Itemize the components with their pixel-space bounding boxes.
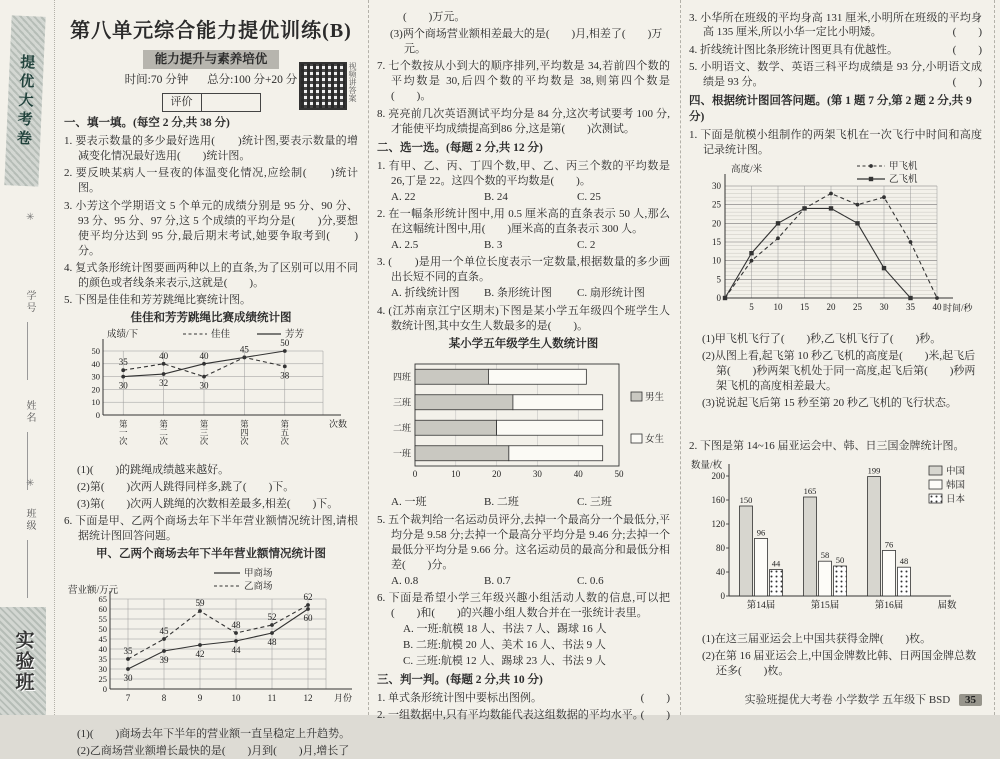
svg-text:20: 20 bbox=[712, 218, 721, 229]
svg-text:65: 65 bbox=[98, 593, 107, 604]
svg-text:二班: 二班 bbox=[392, 423, 411, 434]
jumprope-line-chart bbox=[65, 327, 357, 461]
choice-4: 4. (江苏南京江宁区期末)下图是某小学五年级四个班学生人数统计图,其中女生人数最多的是( )。 bbox=[377, 304, 670, 332]
judge-3 bbox=[689, 11, 982, 41]
qr-block bbox=[299, 62, 356, 110]
svg-text:40: 40 bbox=[573, 469, 583, 480]
option-a: A. 折线统计图 bbox=[391, 287, 460, 300]
svg-text:第四次: 第四次 bbox=[240, 419, 249, 446]
svg-text:25: 25 bbox=[712, 199, 721, 210]
svg-text:45: 45 bbox=[98, 633, 107, 644]
svg-text:60: 60 bbox=[303, 612, 313, 623]
svg-text:四班: 四班 bbox=[392, 372, 411, 383]
svg-text:三班: 三班 bbox=[392, 397, 411, 408]
svg-text:58: 58 bbox=[820, 550, 830, 561]
brand-banner-text: 实验班 bbox=[12, 629, 34, 693]
svg-text:45: 45 bbox=[239, 344, 249, 355]
svg-text:50: 50 bbox=[280, 338, 290, 348]
option-b: B. 0.7 bbox=[484, 574, 511, 587]
column-3 bbox=[680, 0, 992, 715]
evaluation-label: 评价 bbox=[163, 94, 202, 111]
svg-text:第一次: 第一次 bbox=[118, 419, 128, 446]
svg-text:50: 50 bbox=[98, 623, 107, 634]
svg-text:120: 120 bbox=[711, 519, 725, 530]
svg-text:35: 35 bbox=[118, 357, 128, 368]
svg-text:15: 15 bbox=[712, 236, 721, 247]
svg-text:芳芳: 芳芳 bbox=[285, 330, 305, 340]
question-5-2: (2)第( )次两人跳得同样多,跳了( )下。 bbox=[77, 480, 295, 493]
choice-6-option-c: C. 三班:航模 12 人、踢球 23 人、书法 9 人 bbox=[403, 654, 606, 667]
choice-5: 5. 五个裁判给一名运动员评分,去掉一个最高分一个最低分,平均分是 9.58 分;去掉一个最高分平均分是 9.46 分;去掉一个最低分平均分是 9.66 分。这名运动员的最高分和最低分相差( )分。 bbox=[377, 513, 670, 571]
svg-text:成绩/下: 成绩/下 bbox=[107, 330, 139, 340]
svg-text:届数: 届数 bbox=[937, 601, 957, 612]
reading-2-2: (2)在第 16 届亚运会上,中国金牌数比韩、日两国金牌总数还多( )枚。 bbox=[702, 650, 977, 678]
svg-text:48: 48 bbox=[899, 556, 909, 567]
svg-text:第五次: 第五次 bbox=[280, 419, 290, 446]
binding-sidebar bbox=[0, 0, 55, 715]
option-a: A. 2.5 bbox=[391, 239, 419, 252]
choice-4-options bbox=[377, 495, 670, 510]
question-7: 7. 七个数按从小到大的顺序排列,平均数是 34,若前四个数的平均数是 30,后四个数的平均数是 38,则第四个数是( )。 bbox=[377, 60, 670, 103]
svg-text:50: 50 bbox=[91, 346, 100, 356]
choice-6: 6. 下面是希望小学三年级兴趣小组活动人数的信息,可以把( )和( )的兴趣小组人数合并在一张统计表里。 bbox=[377, 592, 670, 620]
judge-2-text: 2. 一组数据中,只有平均数能代表这组数据的平均水平。 bbox=[377, 709, 644, 722]
svg-text:199: 199 bbox=[867, 465, 881, 476]
section-4-title: 四、根据统计图回答问题。(第 1 题 7 分,第 2 题 2 分,共 9 分) bbox=[689, 95, 972, 123]
svg-text:165: 165 bbox=[803, 486, 817, 497]
brand-banner bbox=[0, 607, 46, 715]
option-c: C. 三班 bbox=[577, 496, 612, 509]
column-2 bbox=[368, 0, 680, 722]
judge-5-text: 5. 小明语文、数学、英语三科平均成绩是 93 分,小明语文成绩是 93 分。 bbox=[689, 61, 982, 89]
choice-2: 2. 在一幅条形统计图中,用 0.5 厘米高的直条表示 50 人,那么在这幅统计图中,用( )厘米高的直条表示 300 人。 bbox=[377, 208, 670, 236]
qr-code bbox=[299, 62, 347, 110]
svg-text:第14届: 第14届 bbox=[746, 601, 776, 612]
svg-text:20: 20 bbox=[91, 384, 100, 395]
svg-text:80: 80 bbox=[716, 543, 725, 554]
svg-text:55: 55 bbox=[98, 613, 107, 624]
choice-3-options bbox=[377, 286, 670, 301]
paper-header bbox=[64, 18, 358, 112]
svg-text:0: 0 bbox=[716, 292, 721, 303]
svg-text:第16届: 第16届 bbox=[874, 601, 904, 612]
svg-text:48: 48 bbox=[267, 636, 277, 647]
svg-text:日本: 日本 bbox=[946, 495, 966, 506]
judge-4 bbox=[689, 43, 982, 58]
svg-text:时间/秒: 时间/秒 bbox=[943, 302, 973, 313]
svg-text:35: 35 bbox=[123, 645, 133, 656]
class-line bbox=[27, 540, 28, 598]
planes-line-chart bbox=[689, 158, 989, 330]
reading-1: 1. 下面是航模小组制作的两架飞机在一次飞行中时间和高度记录统计图。 bbox=[689, 129, 982, 156]
option-b: B. 二班 bbox=[484, 496, 519, 509]
page-number: 35 bbox=[959, 694, 982, 706]
option-c: C. 0.6 bbox=[577, 574, 604, 587]
svg-text:25: 25 bbox=[98, 673, 107, 684]
judge-4-blank: ( ) bbox=[952, 43, 982, 56]
name-label: 姓名 bbox=[24, 400, 35, 424]
svg-text:40: 40 bbox=[716, 567, 725, 578]
judge-2-blank: ( ) bbox=[640, 709, 670, 722]
svg-text:10: 10 bbox=[773, 301, 783, 312]
reading-1-2: (2)从图上看,起飞第 10 秒乙飞机的高度是( )米,起飞后第( )秒两架飞机处于同一高度,起飞后第( )秒两架飞机的高度相差最大。 bbox=[702, 349, 976, 392]
svg-text:10: 10 bbox=[231, 692, 241, 703]
svg-text:第15届: 第15届 bbox=[810, 601, 840, 612]
svg-text:40: 40 bbox=[199, 350, 209, 361]
student-id-label: 学号 bbox=[24, 290, 35, 314]
svg-text:30: 30 bbox=[98, 663, 107, 674]
choice-6-option-b: B. 二班:航模 20 人、美术 16 人、书法 9 人 bbox=[403, 638, 606, 651]
svg-text:40: 40 bbox=[91, 358, 100, 369]
option-c: C. 2 bbox=[577, 239, 596, 252]
medals-bar-chart bbox=[689, 454, 989, 630]
question-6: 6. 下面是甲、乙两个商场去年下半年营业额情况统计图,请根据统计图回答问题。 bbox=[64, 515, 358, 543]
svg-text:10: 10 bbox=[712, 255, 721, 266]
qr-caption: 视频讲答案 bbox=[348, 62, 357, 102]
option-a: A. 22 bbox=[391, 190, 416, 203]
svg-text:男生: 男生 bbox=[645, 393, 665, 404]
svg-text:20: 20 bbox=[826, 301, 836, 312]
question-6-2-continued: ( )万元。 bbox=[403, 11, 466, 23]
series-banner-text: 提优大考卷 bbox=[14, 53, 35, 149]
svg-text:第三次: 第三次 bbox=[199, 419, 209, 446]
svg-text:62: 62 bbox=[303, 591, 313, 602]
svg-text:44: 44 bbox=[231, 644, 241, 655]
question-1: 1. 要表示数量的多少最好选用( )统计图,要表示数量的增减变化情况最好选用( )统计图。 bbox=[64, 134, 358, 162]
reading-2-1: (1)在这三届亚运会上中国共获得金牌( )枚。 bbox=[702, 633, 932, 646]
svg-text:10: 10 bbox=[91, 397, 100, 408]
question-6-2: (2)乙商场营业额增长最快的是( )月到( )月,增长了 bbox=[77, 744, 350, 757]
svg-text:60: 60 bbox=[98, 603, 107, 614]
svg-text:76: 76 bbox=[884, 539, 894, 550]
svg-text:0: 0 bbox=[412, 469, 418, 480]
svg-text:25: 25 bbox=[853, 301, 862, 312]
option-a: A. 0.8 bbox=[391, 574, 419, 587]
svg-text:38: 38 bbox=[280, 370, 290, 381]
column-1 bbox=[56, 0, 368, 757]
question-2: 2. 要反映某病人一昼夜的体温变化情况,应绘制( )统计图。 bbox=[64, 167, 358, 195]
svg-text:30: 30 bbox=[712, 180, 721, 191]
svg-text:0: 0 bbox=[720, 591, 725, 602]
paper-title: 第八单元综合能力提优训练(B) bbox=[70, 20, 352, 42]
reading-1-3: (3)说说起飞后第 15 秒至第 20 秒乙飞机的飞行状态。 bbox=[702, 396, 957, 409]
classes-stacked-bar-chart bbox=[377, 352, 675, 494]
choice-1-options bbox=[377, 190, 670, 205]
reading-1-1: (1)甲飞机飞行了( )秒,乙飞机飞行了( )秒。 bbox=[702, 332, 942, 345]
svg-text:8: 8 bbox=[161, 692, 167, 703]
section-2-title: 二、选一选。(每题 2 分,共 12 分) bbox=[377, 141, 543, 154]
svg-text:32: 32 bbox=[159, 378, 169, 389]
svg-text:45: 45 bbox=[159, 625, 169, 636]
question-8: 8. 亮亮前几次英语测试平均分是 84 分,这次考试要考 100 分,才能使平均成绩提高到86 分,这是第( )次测试。 bbox=[377, 107, 670, 135]
svg-text:11: 11 bbox=[267, 692, 277, 703]
svg-text:韩国: 韩国 bbox=[946, 481, 966, 492]
svg-text:39: 39 bbox=[159, 654, 169, 665]
svg-text:30: 30 bbox=[879, 301, 889, 312]
svg-text:高度/米: 高度/米 bbox=[731, 164, 763, 175]
svg-text:中国: 中国 bbox=[946, 467, 966, 478]
svg-text:12: 12 bbox=[303, 692, 313, 703]
svg-text:50: 50 bbox=[835, 555, 845, 566]
svg-text:数量/枚: 数量/枚 bbox=[691, 461, 723, 472]
option-a: A. 一班 bbox=[391, 496, 427, 509]
judge-5-blank: ( ) bbox=[952, 76, 982, 89]
section-3-title: 三、判一判。(每题 2 分,共 10 分) bbox=[377, 673, 543, 686]
choice-5-options bbox=[377, 574, 670, 589]
judge-1 bbox=[377, 691, 670, 706]
svg-text:20: 20 bbox=[492, 469, 502, 480]
svg-text:35: 35 bbox=[98, 653, 107, 664]
svg-text:女生: 女生 bbox=[645, 435, 665, 446]
svg-text:0: 0 bbox=[102, 683, 107, 694]
evaluation-blank bbox=[202, 94, 260, 111]
svg-text:月份: 月份 bbox=[334, 692, 353, 703]
svg-text:50: 50 bbox=[614, 469, 624, 480]
time-label: 时间:70 分钟 bbox=[124, 74, 189, 87]
evaluation-box bbox=[162, 93, 261, 112]
series-banner bbox=[4, 15, 45, 186]
svg-text:10: 10 bbox=[451, 469, 461, 480]
question-4: 4. 复式条形统计图要画两种以上的直条,为了区别可以用不同的颜色或者线条来表示,这就是( )。 bbox=[64, 262, 358, 289]
svg-text:甲商场: 甲商场 bbox=[244, 568, 273, 579]
judge-1-blank: ( ) bbox=[640, 691, 670, 704]
question-5-3: (3)第( )次两人跳绳的次数相差最多,相差( )下。 bbox=[77, 497, 339, 510]
question-5-1: (1)( )的跳绳成绩越来越好。 bbox=[77, 464, 230, 476]
svg-text:5: 5 bbox=[749, 301, 754, 312]
svg-text:35: 35 bbox=[906, 301, 915, 312]
svg-text:乙商场: 乙商场 bbox=[244, 581, 273, 592]
judge-3-blank: ( ) bbox=[952, 26, 982, 39]
svg-text:160: 160 bbox=[711, 495, 725, 506]
student-id-line bbox=[27, 322, 28, 380]
svg-text:第二次: 第二次 bbox=[159, 419, 168, 446]
judge-4-text: 4. 折线统计图比条形统计图更具有优越性。 bbox=[689, 43, 898, 56]
svg-text:44: 44 bbox=[771, 558, 781, 569]
svg-text:40: 40 bbox=[98, 643, 107, 654]
svg-text:52: 52 bbox=[267, 611, 277, 622]
svg-text:7: 7 bbox=[125, 692, 131, 703]
choice-1: 1. 有甲、乙、丙、丁四个数,甲、乙、丙三个数的平均数是 26,丁是 22。这四个数的平均数是( )。 bbox=[377, 159, 670, 187]
option-b: B. 条形统计图 bbox=[484, 287, 552, 300]
option-b: B. 3 bbox=[484, 239, 503, 252]
question-6-3: (3)两个商场营业额相差最大的是( )月,相差了( )万元。 bbox=[390, 27, 663, 55]
question-3: 3. 小芳这个学期语文 5 个单元的成绩分别是 95 分、90 分、93 分、95 分、97 分,这 5 个成绩的平均分是( )分,要想使平均分达到 95 分,最后期末考试,她要争取考到( )分。 bbox=[64, 199, 358, 257]
option-c: C. 扇形统计图 bbox=[577, 287, 645, 300]
question-6-1: (1)( )商场去年下半年的营业额一直呈稳定上升趋势。 bbox=[77, 727, 351, 740]
svg-text:9: 9 bbox=[197, 692, 203, 703]
svg-text:40: 40 bbox=[159, 350, 169, 361]
malls-line-chart bbox=[64, 563, 364, 725]
subtitle-badge: 能力提升与素养培优 bbox=[143, 50, 280, 69]
svg-text:30: 30 bbox=[199, 380, 209, 391]
svg-text:0: 0 bbox=[95, 410, 100, 420]
jumprope-chart-title: 佳佳和芳芳跳绳比赛成绩统计图 bbox=[130, 312, 292, 325]
choice-3: 3. ( )是用一个单位长度表示一定数量,根据数量的多少画出长短不同的直条。 bbox=[377, 256, 670, 284]
svg-text:48: 48 bbox=[231, 619, 241, 630]
choice-6-option-a: A. 一班:航模 18 人、书法 7 人、踢球 16 人 bbox=[403, 622, 607, 635]
classes-chart-title: 某小学五年级学生人数统计图 bbox=[448, 337, 599, 350]
total-score-label: 总分:100 分+20 分 bbox=[207, 74, 298, 87]
svg-text:42: 42 bbox=[195, 648, 205, 659]
choice-2-options bbox=[377, 238, 670, 253]
svg-text:5: 5 bbox=[716, 274, 721, 285]
footer-text: 实验班提优大考卷 小学数学 五年级下 BSD bbox=[744, 694, 951, 706]
svg-text:96: 96 bbox=[756, 527, 766, 538]
judge-1-text: 1. 单式条形统计图中要标出图例。 bbox=[377, 691, 542, 704]
binding-mark-icon: ✳ bbox=[26, 478, 35, 489]
option-b: B. 24 bbox=[484, 190, 508, 203]
svg-text:59: 59 bbox=[195, 597, 205, 608]
option-c: C. 25 bbox=[577, 190, 601, 203]
judge-2 bbox=[377, 708, 670, 723]
class-label: 班级 bbox=[24, 508, 35, 532]
judge-3-text: 3. 小华所在班级的平均身高 131 厘米,小明所在班级的平均身高 135 厘米,所以小华一定比小明矮。 bbox=[689, 11, 982, 39]
svg-text:30: 30 bbox=[123, 672, 133, 683]
svg-text:30: 30 bbox=[532, 469, 542, 480]
question-5: 5. 下图是佳佳和芳芳跳绳比赛统计图。 bbox=[64, 294, 251, 307]
section-1-title: 一、填一填。(每空 2 分,共 38 分) bbox=[64, 116, 230, 129]
judge-5 bbox=[689, 60, 982, 90]
svg-text:150: 150 bbox=[739, 495, 753, 506]
svg-text:佳佳: 佳佳 bbox=[211, 330, 231, 340]
svg-text:15: 15 bbox=[800, 301, 809, 312]
svg-text:甲飞机: 甲飞机 bbox=[889, 161, 918, 172]
binding-mark-icon: ✳ bbox=[26, 212, 35, 223]
svg-text:营业额/万元: 营业额/万元 bbox=[68, 585, 119, 596]
svg-text:30: 30 bbox=[118, 380, 128, 391]
svg-text:一班: 一班 bbox=[392, 448, 411, 459]
svg-text:40: 40 bbox=[932, 301, 942, 312]
malls-chart-title: 甲、乙两个商场去年下半年营业额情况统计图 bbox=[96, 548, 326, 561]
reading-2: 2. 下图是第 14~16 届亚运会中、韩、日三国金牌统计图。 bbox=[689, 440, 965, 453]
svg-text:次数: 次数 bbox=[329, 419, 348, 429]
svg-text:乙飞机: 乙飞机 bbox=[889, 174, 918, 185]
page-footer bbox=[745, 691, 982, 707]
svg-text:200: 200 bbox=[711, 471, 725, 482]
svg-text:30: 30 bbox=[91, 371, 100, 382]
